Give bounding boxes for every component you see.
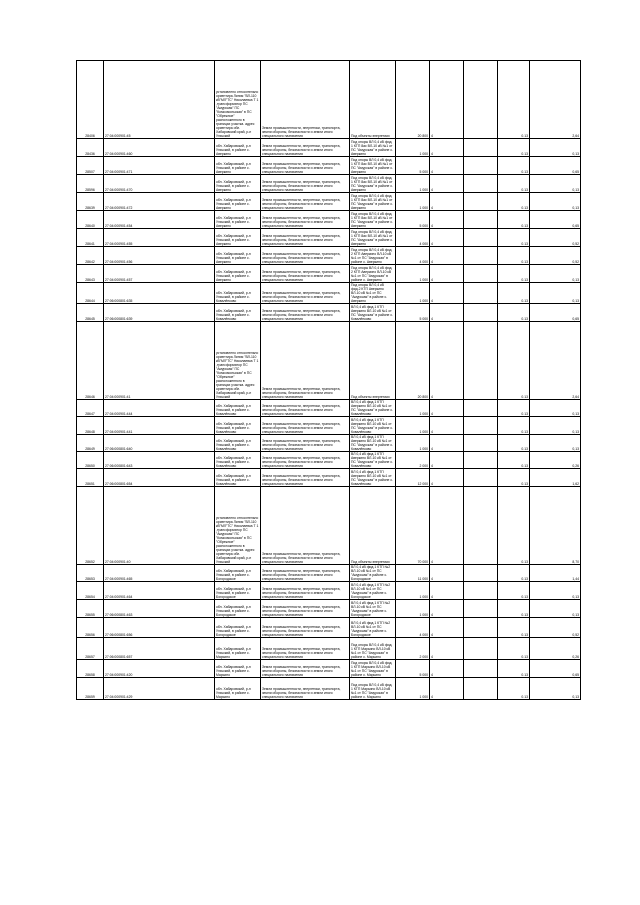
group-cell: 4: [430, 175, 464, 193]
area-cell: 1 000: [396, 600, 430, 618]
empty-cell: [464, 283, 498, 304]
area-cell: 20 800: [396, 61, 430, 139]
land-category-cell: Земли промышленности, энергетики, транспорта, земли обороны, безопасности и земли иного специального назначения: [261, 139, 350, 157]
empty-cell: [464, 175, 498, 193]
row-number-cell: 28658: [77, 660, 104, 678]
land-category-cell: Земли промышленности, энергетики, транспорта, земли обороны, безопасности и земли иного специального назначения: [261, 304, 350, 322]
amount-cell: 0,52: [530, 229, 581, 247]
location-cell: обл. Хабаровский, р-н Ульчский, в районе с. Ковалёнково: [215, 283, 261, 304]
rate-cell: 0.13: [498, 487, 530, 565]
location-cell: обл. Хабаровский, р-н Ульчский, в районе с. Ковалёнково: [215, 304, 261, 322]
rate-cell: 0.13: [498, 660, 530, 678]
amount-cell: 2,64: [530, 61, 581, 139]
permitted-use-cell: Под опоры ВЛ 0,4 кВ фид. 1 КТП Марьино ВЛ-10 кВ №1 от ПС "Амурская" в районе с. Марьино: [350, 678, 396, 700]
cadastral-number-cell: 27:04:000901:454: [104, 211, 215, 229]
permitted-use-cell: Под объекты энергетики: [350, 61, 396, 139]
permitted-use-cell: ВЛ 0,4 кВ фид.1 КТП №2 ВЛ-10 кВ №1 от ПС "Амурская" в районе с. Богородское: [350, 600, 396, 618]
land-category-cell: Земли промышленности, энергетики, транспорта, земли обороны, безопасности и земли иного специального назначения: [261, 61, 350, 139]
empty-cell: [464, 322, 498, 400]
row-number-cell: 28596: [77, 175, 104, 193]
table-row: [77, 304, 581, 322]
location-cell: установлено относительно ориентира Линия "ВЛ-110 кВ"МЛ"ТС" Николаевка Т 1 ,трансформатор ПС "Амурская" ПС "Комсомольская" в ПС "Обрежное" расположенного в границах участка. адрес ориентира обл. Хабаровский край, р-н Ульчский: [215, 322, 261, 400]
table-row: [77, 139, 581, 157]
location-cell: обл. Хабаровский, р-н Ульчский, в районе с. Ковалёнково: [215, 417, 261, 435]
row-number-cell: 28650: [77, 452, 104, 469]
table-row: [77, 600, 581, 618]
location-cell: обл. Хабаровский, р-н Ульчский, в районе с. Аверкино: [215, 157, 261, 175]
table-row: [77, 469, 581, 487]
empty-cell: [464, 304, 498, 322]
area-cell: 1 000: [396, 283, 430, 304]
land-parcel-table: [76, 60, 581, 700]
rate-cell: 0.13: [498, 283, 530, 304]
rate-cell: 0.13: [498, 211, 530, 229]
area-cell: 5 000: [396, 211, 430, 229]
group-cell: 4: [430, 600, 464, 618]
land-category-cell: Земли промышленности, энергетики, транспорта, земли обороны, безопасности и земли иного специального назначения: [261, 322, 350, 400]
location-cell: обл. Хабаровский, р-н Ульчский, в районе с. Аверкино: [215, 265, 261, 283]
empty-cell: [464, 247, 498, 265]
amount-cell: 8,70: [530, 487, 581, 565]
group-cell: 4: [430, 211, 464, 229]
land-category-cell: Земли промышленности, энергетики, транспорта, земли обороны, безопасности и земли иного специального назначения: [261, 435, 350, 452]
table-row: [77, 452, 581, 469]
land-category-cell: Земли промышленности, энергетики, транспорта, земли обороны, безопасности и земли иного специального назначения: [261, 400, 350, 417]
cadastral-number-cell: 27:04:000901:441: [104, 417, 215, 435]
land-category-cell: Земли промышленности, энергетики, транспорта, земли обороны, безопасности и земли иного специального назначения: [261, 469, 350, 487]
rate-cell: 0.13: [498, 157, 530, 175]
cadastral-number-cell: 27:04:000901:456: [104, 247, 215, 265]
empty-cell: [464, 469, 498, 487]
rate-cell: 0.13: [498, 678, 530, 700]
amount-cell: 0,65: [530, 660, 581, 678]
amount-cell: 0,13: [530, 417, 581, 435]
location-cell: обл. Хабаровский, р-н Ульчский, в районе с. Аверкино: [215, 229, 261, 247]
land-category-cell: Земли промышленности, энергетики, транспорта, земли обороны, безопасности и земли иного специального назначения: [261, 638, 350, 660]
location-cell: обл. Хабаровский, р-н Ульчский, в районе с. Богородское: [215, 565, 261, 582]
amount-cell: 0,65: [530, 304, 581, 322]
land-category-cell: Земли промышленности, энергетики, транспорта, земли обороны, безопасности и земли иного специального назначения: [261, 582, 350, 600]
location-cell: обл. Хабаровский, р-н Ульчский, в районе с. Аверкино: [215, 175, 261, 193]
area-cell: 1 000: [396, 400, 430, 417]
row-number-cell: 28507: [77, 157, 104, 175]
rate-cell: 0.13: [498, 435, 530, 452]
rate-cell: 0.13: [498, 247, 530, 265]
location-cell: обл. Хабаровский, р-н Ульчский, в районе с. Ковалёнково: [215, 435, 261, 452]
land-category-cell: Земли промышленности, энергетики, транспорта, земли обороны, безопасности и земли иного специального назначения: [261, 193, 350, 211]
group-cell: 4: [430, 565, 464, 582]
amount-cell: 0,13: [530, 400, 581, 417]
empty-cell: [464, 211, 498, 229]
row-number-cell: 28639: [77, 193, 104, 211]
cadastral-number-cell: 27:06:000801:463: [104, 600, 215, 618]
group-cell: 4: [430, 139, 464, 157]
group-cell: 4: [430, 61, 464, 139]
empty-cell: [464, 660, 498, 678]
area-cell: 4 000: [396, 618, 430, 638]
row-number-cell: 28654: [77, 582, 104, 600]
cadastral-number-cell: 27:06:000801:640: [104, 435, 215, 452]
empty-cell: [464, 61, 498, 139]
table-row: [77, 618, 581, 638]
rate-cell: 0.13: [498, 600, 530, 618]
location-cell: обл. Хабаровский, р-н Ульчский, в районе с. Богородское: [215, 600, 261, 618]
location-cell: обл. Хабаровский, р-н Ульчский, в районе с. Ковалёнково: [215, 469, 261, 487]
area-cell: 2 000: [396, 452, 430, 469]
cadastral-number-cell: 27:06:000801:654: [104, 469, 215, 487]
amount-cell: 0,65: [530, 157, 581, 175]
group-cell: 4: [430, 304, 464, 322]
empty-cell: [464, 638, 498, 660]
table-row: [77, 322, 581, 400]
group-cell: 4: [430, 265, 464, 283]
permitted-use-cell: Под опоры ВЛ 0,4 кВ фид. 2 КТП Аверкино ВЛ-10 кВ №1 от ПС "Амурская" в районе с. Аверкино: [350, 247, 396, 265]
permitted-use-cell: ВЛ 0,4 кВ фид.1 КТП №2 ВЛ-10 кВ №1 от ПС "Амурская" в районе с. Богородское: [350, 582, 396, 600]
area-cell: 4 000: [396, 229, 430, 247]
rate-cell: 0.13: [498, 400, 530, 417]
permitted-use-cell: Под опоры ВЛ 0,4 кВ фид. 2 КТП Аверкино ВЛ-10 кВ №1 от ПС "Амурская" в районе с. Аверкино: [350, 265, 396, 283]
table-row: [77, 678, 581, 700]
land-category-cell: Земли промышленности, энергетики, транспорта, земли обороны, безопасности и земли иного специального назначения: [261, 600, 350, 618]
location-cell: обл. Хабаровский, р-н Ульчский, в районе с. Аверкино: [215, 247, 261, 265]
row-number-cell: 28646: [77, 322, 104, 400]
group-cell: 4: [430, 283, 464, 304]
row-number-cell: 28656: [77, 618, 104, 638]
empty-cell: [464, 582, 498, 600]
land-category-cell: Земли промышленности, энергетики, транспорта, земли обороны, безопасности и земли иного специального назначения: [261, 247, 350, 265]
permitted-use-cell: ВЛ 0,4 кВ фид.1 КТП Аверкино ВЛ-10 кВ №1 от ПС "Амурская" в районе с. Ковалёнково: [350, 435, 396, 452]
rate-cell: 0.13: [498, 618, 530, 638]
cadastral-number-cell: 27:04:000901:470: [104, 175, 215, 193]
cadastral-number-cell: 27:04:000901:41: [104, 322, 215, 400]
rate-cell: 0.13: [498, 175, 530, 193]
amount-cell: 0,13: [530, 435, 581, 452]
group-cell: 4: [430, 469, 464, 487]
table-row: [77, 400, 581, 417]
permitted-use-cell: Под объекты энергетики: [350, 322, 396, 400]
area-cell: 20 800: [396, 322, 430, 400]
land-category-cell: Земли промышленности, энергетики, транспорта, земли обороны, безопасности и земли иного специального назначения: [261, 452, 350, 469]
rate-cell: 0.13: [498, 322, 530, 400]
permitted-use-cell: Под опоры ВЛ 0,4 кВ фид. 1 КТП 8ас ВЛ-10 кВ №1 от ПС "Амурская" в районе с. Аверкино: [350, 157, 396, 175]
cadastral-number-cell: 27:06:000801:639: [104, 304, 215, 322]
land-category-cell: Земли промышленности, энергетики, транспорта, земли обороны, безопасности и земли иного специального назначения: [261, 283, 350, 304]
amount-cell: 0,13: [530, 139, 581, 157]
table-row: [77, 565, 581, 582]
cadastral-number-cell: 27:04:000901:420: [104, 660, 215, 678]
empty-cell: [464, 565, 498, 582]
group-cell: 4: [430, 638, 464, 660]
empty-cell: [464, 487, 498, 565]
table-row: [77, 175, 581, 193]
row-number-cell: 28436: [77, 139, 104, 157]
empty-cell: [464, 452, 498, 469]
permitted-use-cell: Под опоры ВЛ 0,4 кВ фид. 1 КТП 8ас ВЛ-10 кВ №1 от ПС "Амурская" в районе с. Аверкино: [350, 193, 396, 211]
row-number-cell: 28648: [77, 417, 104, 435]
land-category-cell: Земли промышленности, энергетики, транспорта, земли обороны, безопасности и земли иного специального назначения: [261, 678, 350, 700]
table-row: [77, 660, 581, 678]
land-category-cell: Земли промышленности, энергетики, транспорта, земли обороны, безопасности и земли иного специального назначения: [261, 157, 350, 175]
table-row: [77, 435, 581, 452]
empty-cell: [464, 400, 498, 417]
cadastral-number-cell: 27:04:000901:444: [104, 400, 215, 417]
group-cell: 4: [430, 660, 464, 678]
table-row: [77, 61, 581, 139]
land-category-cell: Земли промышленности, энергетики, транспорта, земли обороны, безопасности и земли иного специального назначения: [261, 417, 350, 435]
location-cell: обл. Хабаровский, р-н Ульчский, в районе с. Марьино: [215, 638, 261, 660]
area-cell: 5 000: [396, 157, 430, 175]
cadastral-number-cell: 27:04:000901:471: [104, 157, 215, 175]
permitted-use-cell: Под опоры ВЛ 0,4 кВ фид. 1 КТП 8ас ВЛ-10 кВ №1 от ПС "Амурская" в районе с. Аверкино: [350, 139, 396, 157]
group-cell: 4: [430, 618, 464, 638]
permitted-use-cell: ВЛ 0,4 кВ фид.1 КТП Аверкино ВЛ-10 кВ №1 от ПС "Амурская" в районе с. Ковалёнково: [350, 304, 396, 322]
land-category-cell: Земли промышленности, энергетики, транспорта, земли обороны, безопасности и земли иного специального назначения: [261, 618, 350, 638]
table-row: [77, 229, 581, 247]
table-row: [77, 582, 581, 600]
permitted-use-cell: Под опоры ВЛ 0,4 кВ фид. 1 КТП 8ас ВЛ-10 кВ №1 от ПС "Амурская" в районе с. Аверкино: [350, 229, 396, 247]
location-cell: обл. Хабаровский, р-н Ульчский, в районе с. Марьино: [215, 660, 261, 678]
amount-cell: 0,13: [530, 678, 581, 700]
rate-cell: 0.13: [498, 452, 530, 469]
permitted-use-cell: ВЛ 0,4 кВ фид.1 КТП Аверкино ВЛ-10 кВ №1 от ПС "Амурская" в районе с. Ковалёнково: [350, 469, 396, 487]
location-cell: обл. Хабаровский, р-н Ульчский, в районе с. Богородское: [215, 582, 261, 600]
location-cell: установлено относительно ориентира Линия "ВЛ-110 кВ"МЛ"ТС" Николаевка Т 1 ,трансформатор ПС "Амурская" ПС "Комсомольская" в ПС "Обрежное" расположенного в границах участка. адрес ориентира обл. Хабаровский край, р-н Ульчский: [215, 61, 261, 139]
row-number-cell: 28652: [77, 487, 104, 565]
area-cell: 1 000: [396, 139, 430, 157]
empty-cell: [464, 678, 498, 700]
empty-cell: [464, 417, 498, 435]
group-cell: 4: [430, 157, 464, 175]
row-number-cell: 28644: [77, 283, 104, 304]
empty-cell: [464, 265, 498, 283]
empty-cell: [464, 193, 498, 211]
amount-cell: 1,62: [530, 469, 581, 487]
rate-cell: 0.13: [498, 469, 530, 487]
rate-cell: 0.13: [498, 304, 530, 322]
group-cell: 4: [430, 229, 464, 247]
land-category-cell: Земли промышленности, энергетики, транспорта, земли обороны, безопасности и земли иного специального назначения: [261, 487, 350, 565]
area-cell: 5 000: [396, 304, 430, 322]
cadastral-number-cell: 27:04:000901:455: [104, 229, 215, 247]
area-cell: 12 000: [396, 469, 430, 487]
table-row: [77, 283, 581, 304]
location-cell: установлено относительно ориентира Линия "ВЛ-110 кВ"МЛ"ТС" Николаевка Т 1 ,трансформатор ПС "Амурская" ПС "Комсомольская" в ПС "Обрежное" расположенного в границах участка. адрес ориентира обл. Хабаровский край, р-н Ульчский: [215, 487, 261, 565]
location-cell: обл. Хабаровский, р-н Ульчский, в районе с. Аверкино: [215, 139, 261, 157]
group-cell: 4: [430, 247, 464, 265]
land-category-cell: Земли промышленности, энергетики, транспорта, земли обороны, безопасности и земли иного специального назначения: [261, 229, 350, 247]
empty-cell: [464, 600, 498, 618]
cadastral-number-cell: 27:06:000801:656: [104, 618, 215, 638]
permitted-use-cell: ВЛ 0,4 кВ фид.1 КТП Аверкино ВЛ-10 кВ №1 от ПС "Амурская" в районе с. Ковалёнково: [350, 417, 396, 435]
group-cell: 4: [430, 435, 464, 452]
location-cell: обл. Хабаровский, р-н Ульчский, в районе с. Ковалёнково: [215, 452, 261, 469]
permitted-use-cell: Под опоры ВЛ 0,4 кВ фид.2 КТП Аверкино ВЛ-10 кВ №1 от ПС "Амурская" в районе с. Аверкино: [350, 283, 396, 304]
table-row: [77, 265, 581, 283]
rate-cell: 0.13: [498, 565, 530, 582]
table-row: [77, 417, 581, 435]
rate-cell: 0.13: [498, 417, 530, 435]
row-number-cell: 28406: [77, 61, 104, 139]
cadastral-number-cell: 27:04:000901:40: [104, 487, 215, 565]
row-number-cell: 28649: [77, 435, 104, 452]
empty-cell: [464, 618, 498, 638]
empty-cell: [464, 139, 498, 157]
area-cell: 1 000: [396, 193, 430, 211]
amount-cell: 0,26: [530, 638, 581, 660]
area-cell: 1 000: [396, 265, 430, 283]
rate-cell: 0.13: [498, 265, 530, 283]
row-number-cell: 28651: [77, 469, 104, 487]
permitted-use-cell: ВЛ 0,4 кВ фид.1 КТП №2 ВЛ-10 кВ №1 от ПС "Амурская" в районе с. Богородское: [350, 618, 396, 638]
cadastral-number-cell: 27:06:000801:635: [104, 283, 215, 304]
area-cell: 1 000: [396, 435, 430, 452]
group-cell: 4: [430, 487, 464, 565]
cadastral-number-cell: 27:04:000901:472: [104, 193, 215, 211]
cadastral-number-cell: 27:04:000901:457: [104, 265, 215, 283]
group-cell: 4: [430, 452, 464, 469]
amount-cell: 0,26: [530, 452, 581, 469]
permitted-use-cell: Под опоры ВЛ 0,4 кВ фид. 1 КТП Марьино ВЛ-10 кВ №1 от ПС "Амурская" в районе с. Марьино: [350, 638, 396, 660]
row-number-cell: 28659: [77, 678, 104, 700]
area-cell: 1 000: [396, 678, 430, 700]
group-cell: 4: [430, 400, 464, 417]
area-cell: 1 000: [396, 175, 430, 193]
land-category-cell: Земли промышленности, энергетики, транспорта, земли обороны, безопасности и земли иного специального назначения: [261, 211, 350, 229]
permitted-use-cell: ВЛ 0,4 кВ фид.1 КТП Аверкино ВЛ-10 кВ №1 от ПС "Амурская" в районе с. Ковалёнково: [350, 452, 396, 469]
amount-cell: 0,13: [530, 600, 581, 618]
amount-cell: 1,44: [530, 565, 581, 582]
cadastral-number-cell: 27:04:000901:45: [104, 61, 215, 139]
location-cell: обл. Хабаровский, р-н Ульчский, в районе с. Марьино: [215, 678, 261, 700]
location-cell: обл. Хабаровский, р-н Ульчский, в районе с. Аверкино: [215, 193, 261, 211]
table-row: [77, 638, 581, 660]
rate-cell: 0.13: [498, 229, 530, 247]
empty-cell: [464, 435, 498, 452]
cadastral-number-cell: 27:04:000901:464: [104, 582, 215, 600]
amount-cell: 0,13: [530, 265, 581, 283]
area-cell: 2 000: [396, 638, 430, 660]
empty-cell: [464, 229, 498, 247]
table-row: [77, 157, 581, 175]
permitted-use-cell: Под опоры ВЛ 0,4 кВ фид. 1 КТП Марьино ВЛ-10 кВ №1 от ПС "Амурская" в районе с. Марьино: [350, 660, 396, 678]
cadastral-number-cell: 27:06:000801:657: [104, 638, 215, 660]
land-category-cell: Земли промышленности, энергетики, транспорта, земли обороны, безопасности и земли иного специального назначения: [261, 265, 350, 283]
location-cell: обл. Хабаровский, р-н Ульчский, в районе с. Аверкино: [215, 211, 261, 229]
group-cell: 4: [430, 322, 464, 400]
amount-cell: 0,52: [530, 618, 581, 638]
area-cell: 11 000: [396, 565, 430, 582]
amount-cell: 0,13: [530, 193, 581, 211]
row-number-cell: 28655: [77, 600, 104, 618]
rate-cell: 0.13: [498, 582, 530, 600]
permitted-use-cell: ВЛ 0,4 кВ фид.1 КТП Аверкино ВЛ-10 кВ №1 от ПС "Амурская" в районе с. Ковалёнково: [350, 400, 396, 417]
table-row: [77, 247, 581, 265]
row-number-cell: 28643: [77, 265, 104, 283]
empty-cell: [464, 157, 498, 175]
amount-cell: 0,52: [530, 247, 581, 265]
group-cell: 4: [430, 678, 464, 700]
location-cell: обл. Хабаровский, р-н Ульчский, в районе с. Богородское: [215, 618, 261, 638]
table-row: [77, 193, 581, 211]
land-category-cell: Земли промышленности, энергетики, транспорта, земли обороны, безопасности и земли иного специального назначения: [261, 660, 350, 678]
amount-cell: 0,13: [530, 582, 581, 600]
amount-cell: 0,13: [530, 175, 581, 193]
cadastral-number-cell: 27:06:000801:643: [104, 452, 215, 469]
group-cell: 4: [430, 193, 464, 211]
amount-cell: 2,64: [530, 322, 581, 400]
row-number-cell: 28647: [77, 400, 104, 417]
rate-cell: 0.13: [498, 139, 530, 157]
table-row: [77, 487, 581, 565]
cadastral-number-cell: 27:04:000901:465: [104, 565, 215, 582]
table-row: [77, 211, 581, 229]
rate-cell: 0.13: [498, 61, 530, 139]
area-cell: 4 000: [396, 247, 430, 265]
amount-cell: 0,65: [530, 211, 581, 229]
location-cell: обл. Хабаровский, р-н Ульчский, в районе с. Ковалёнково: [215, 400, 261, 417]
area-cell: 70 000: [396, 487, 430, 565]
land-category-cell: Земли промышленности, энергетики, транспорта, земли обороны, безопасности и земли иного специального назначения: [261, 175, 350, 193]
group-cell: 4: [430, 582, 464, 600]
row-number-cell: 28642: [77, 247, 104, 265]
permitted-use-cell: Под объекты энергетики: [350, 487, 396, 565]
cadastral-number-cell: 27:04:000901:429: [104, 678, 215, 700]
amount-cell: 0,13: [530, 283, 581, 304]
permitted-use-cell: Под опоры ВЛ 0,4 кВ фид. 1 КТП 8ас ВЛ-10 кВ №1 от ПС "Амурская" в районе с. Аверкино: [350, 175, 396, 193]
group-cell: 4: [430, 417, 464, 435]
area-cell: 1 000: [396, 582, 430, 600]
row-number-cell: 28645: [77, 304, 104, 322]
permitted-use-cell: Под опоры ВЛ 0,4 кВ фид. 1 КТП 8ас ВЛ-10 кВ №1 от ПС "Амурская" в районе с. Аверкино: [350, 211, 396, 229]
area-cell: 1 000: [396, 417, 430, 435]
rate-cell: 0.13: [498, 193, 530, 211]
cadastral-number-cell: 27:04:000901:460: [104, 139, 215, 157]
row-number-cell: 28657: [77, 638, 104, 660]
row-number-cell: 28653: [77, 565, 104, 582]
row-number-cell: 28640: [77, 211, 104, 229]
row-number-cell: 28641: [77, 229, 104, 247]
rate-cell: 0.13: [498, 638, 530, 660]
land-category-cell: Земли промышленности, энергетики, транспорта, земли обороны, безопасности и земли иного специального назначения: [261, 565, 350, 582]
permitted-use-cell: ВЛ 0,4 кВ фид.1 КТП №2 ВЛ-10 кВ №1 от ПС "Амурская" в районе с. Богородское: [350, 565, 396, 582]
area-cell: 5 000: [396, 660, 430, 678]
